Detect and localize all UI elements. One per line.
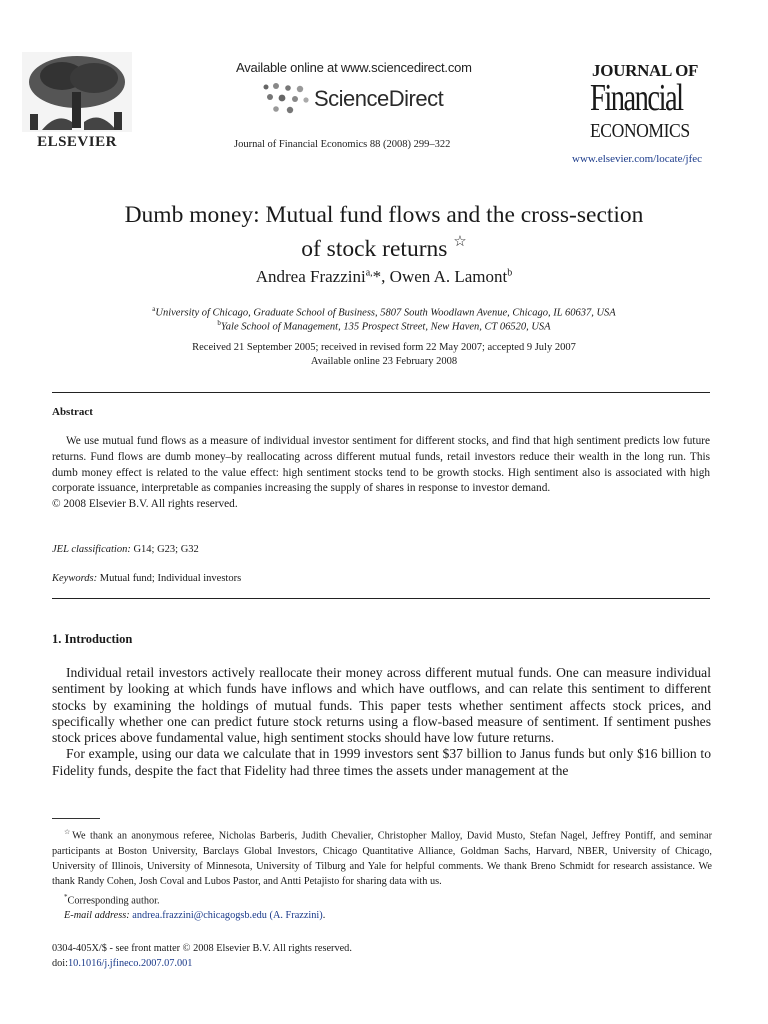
acknowledgement-footnote (52, 825, 712, 890)
title-footnote-mark[interactable]: ☆ (453, 234, 467, 250)
keywords-text: Mutual fund; Individual investors (97, 573, 242, 584)
journal-logo-line3: ECONOMICS (590, 120, 690, 142)
acknowledgement-text: We thank an anonymous referee, Nicholas Barberis, Judith Chevalier, Christopher Malloy, David Musto, Stefan Nagel, Jeffrey Pontiff, and seminar participants at Boston University, Barclays Global Investors, Chicago Quantitative Alliance, Goldman Sachs, Harvard, NBER, University of Chicago, University of Illinois, University of Minnesota, University of Tilburg and Yale for helpful comments. We thank Breno Schmidt for research assistance. We thank Randy Cohen, Josh Coval and Lubos Pastor, and Antti Petajisto for sharing data with us. (52, 830, 713, 888)
affiliation-a (40, 305, 728, 319)
jel-classification (52, 544, 199, 555)
affiliation-b-text: Yale School of Management, 135 Prospect Street, New Haven, CT 06520, USA (220, 321, 551, 333)
title-line-2: of stock returns (301, 236, 448, 262)
journal-reference: Journal of Financial Economics 88 (2008) 299–322 (234, 139, 451, 150)
title-line-1: Dumb money: Mutual fund flows and the cross-section (124, 202, 644, 228)
doi-link[interactable]: 10.1016/j.jfineco.2007.07.001 (68, 958, 193, 969)
author-2: Owen A. Lamont (389, 267, 508, 286)
affiliation-a-text: University of Chicago, Graduate School of Business, 5807 South Woodlawn Avenue, Chicago, IL 60637, USA (155, 307, 616, 319)
abstract-body (52, 434, 710, 513)
affiliation-a-mark: a (152, 305, 156, 313)
journal-logo-line1: JOURNAL OF (592, 61, 699, 80)
author-2-affil-mark: b (507, 267, 513, 279)
intro-paragraph-1: Individual retail investors actively reallocate their money across different mutual funds. One can measure individual sentiment by looking at which funds have inflows and which have outflows, and can relate this sentiment to different stocks by examining the holdings of mutual funds. This paper tests whether sentiment affects stock prices, and specifically whether one can predict future stock returns using a flow-based measure of sentiment. If sentiment pushes stock prices above fundamental value, high sentiment stocks should have low future returns. (52, 665, 711, 746)
email-end: . (322, 910, 326, 922)
corresponding-text: Corresponding author. (67, 895, 160, 907)
abstract-paragraph: We use mutual fund flows as a measure of individual investor sentiment for different stocks, and find that high sentiment predicts low future returns. Fund flows are dumb money–by reallocating across different mutual funds, retail investors reduce their wealth in the long run. This dumb money effect is related to the value effect: high sentiment stocks tend to be growth stocks. High sentiment also is associated with high corporate issuance, interpretable as companies increasing the supply of shares in response to investor demand. (52, 435, 710, 495)
intro-paragraph-2: For example, using our data we calculate that in 1999 investors sent $37 billion to Janus funds but only $16 billion to Fidelity funds, despite the fact that Fidelity had three times the assets under management at the (52, 746, 711, 778)
sciencedirect-logo: ScienceDirect (314, 86, 444, 111)
abstract-heading: Abstract (52, 406, 93, 418)
received-dates: Received 21 September 2005; received in revised form 22 May 2007; accepted 9 July 2007 (192, 342, 576, 353)
author-separator: , (381, 267, 390, 286)
author-1-corresponding-mark[interactable]: * (372, 267, 382, 286)
sciencedirect-dots-icon (260, 82, 312, 116)
author-1-affil-mark: a, (365, 267, 373, 279)
footnote-divider (52, 818, 100, 819)
email-link[interactable]: andrea.frazzini@chicagogsb.edu (A. Frazzini) (132, 910, 323, 922)
issn-copyright: 0304-405X/$ - see front matter © 2008 Elsevier B.V. All rights reserved. (52, 943, 352, 954)
section-heading-introduction: 1. Introduction (52, 632, 133, 646)
journal-url-link[interactable]: www.elsevier.com/locate/jfec (572, 153, 703, 165)
keywords-label: Keywords: (52, 573, 98, 584)
journal-logo-line2: Financial (590, 77, 683, 119)
introduction-body (52, 665, 711, 779)
available-online-text[interactable]: Available online at www.sciencedirect.com (236, 60, 472, 75)
divider (52, 392, 710, 393)
email-footnote (52, 908, 712, 923)
article-title (40, 202, 728, 263)
footnotes (52, 825, 712, 924)
affiliation-b-mark: b (217, 319, 221, 327)
footnote-star-mark: ☆ (64, 828, 73, 836)
keywords (52, 573, 241, 584)
author-1: Andrea Frazzini (255, 267, 366, 286)
jel-label: JEL classification: (52, 544, 131, 555)
jel-codes: G14; G23; G32 (130, 544, 199, 555)
corresponding-author-footnote (52, 890, 712, 909)
affiliation-b (40, 319, 728, 333)
author-list (40, 267, 728, 287)
corresponding-mark: * (64, 892, 68, 901)
publisher-name: ELSEVIER (37, 134, 117, 150)
divider (52, 598, 710, 599)
doi-label: doi: (52, 958, 69, 969)
doi (52, 958, 192, 969)
email-label: E-mail address: (64, 910, 130, 922)
available-online-date: Available online 23 February 2008 (310, 356, 458, 367)
abstract-copyright: © 2008 Elsevier B.V. All rights reserved. (52, 498, 238, 511)
